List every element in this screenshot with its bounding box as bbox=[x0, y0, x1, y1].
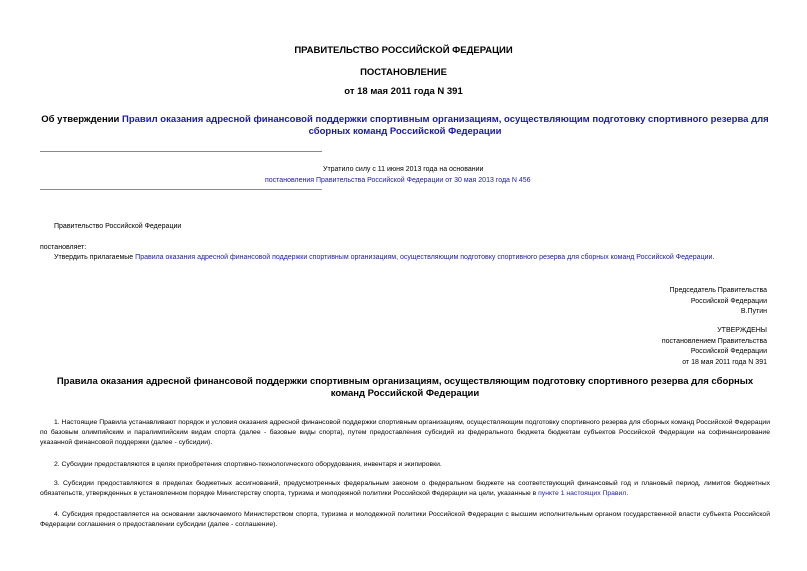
paragraph-2-text: 2. Субсидии предоставляются в целях приобретения спортивно-технологического оборудования, инвентаря и экипировки. bbox=[54, 461, 442, 468]
signature-block bbox=[670, 286, 767, 318]
approved-by: постановлением Правительства bbox=[661, 337, 767, 345]
decrees-line: постановляет: bbox=[40, 244, 87, 251]
approve-prefix: Утвердить прилагаемые bbox=[54, 254, 136, 261]
paragraph-3-end: . bbox=[626, 490, 629, 497]
rules-title: Правила оказания адресной финансовой поддержки спортивным организациям, осуществляющим подготовку спортивного резерва для сборных команд Российской Федерации bbox=[56, 376, 754, 399]
status-decree-link-line bbox=[265, 176, 531, 186]
approved-date: от 18 мая 2011 года N 391 bbox=[682, 358, 767, 366]
rules-paragraph-3 bbox=[40, 479, 770, 499]
approve-rules-link[interactable]: Правила оказания адресной финансовой поддержки спортивным организациям, осуществляющим подготовку спортивного резерва для сборных команд Российской Федерации bbox=[135, 254, 713, 261]
title-prefix: Об утверждении bbox=[41, 114, 123, 125]
divider-bottom bbox=[40, 189, 322, 190]
signature-country: Российской Федерации bbox=[690, 297, 767, 305]
approved-label: УТВЕРЖДЕНЫ bbox=[717, 327, 767, 334]
signature-title: Председатель Правительства bbox=[669, 287, 767, 294]
status-text: Утратило силу с 11 июня 2013 года на основании bbox=[323, 166, 484, 173]
approved-block bbox=[662, 326, 767, 368]
approve-line bbox=[54, 253, 714, 263]
document-date-number: от 18 мая 2011 года N 391 bbox=[344, 86, 463, 97]
signature-name: В.Путин bbox=[740, 308, 767, 315]
government-line: Правительство Российской Федерации bbox=[54, 223, 182, 230]
approved-country: Российской Федерации bbox=[690, 348, 767, 355]
rules-paragraph-1 bbox=[40, 418, 770, 448]
divider-top bbox=[40, 151, 322, 152]
paragraph-1-text: 1. Настоящие Правила устанавливают порядок и условия оказания адресной финансовой поддержки спортивным организациям, осуществляющим подготовку спортивного резерва для сборных команд Российской Федерации по базовым олимпийским и паралимпийским видам спорта (далее - базовые виды спорта), путем предоставления субсидий из федерального бюджета бюджетам субъектов Российской Федерации на софинансирование указанной финансовой поддержки (далее - субсидии). bbox=[40, 419, 770, 446]
rules-paragraph-4 bbox=[40, 510, 770, 530]
paragraph-4-text: 4. Субсидия предоставляется на основании заключаемого Министерством спорта, туризма и молодежной политики Российской Федерации с высшим исполнительным органом государственной власти субъекта Российской Федерации соглашения о предоставлении субсидии (далее - соглашение). bbox=[40, 511, 770, 528]
paragraph-3-text: 3. Субсидии предоставляются в пределах бюджетных ассигнований, предусмотренных федеральным законом о федеральном бюджете на соответствующий финансовый год и плановый период, лимитов бюджетных обязательств, утвержденных в установленном порядке Министерству спорта, туризма и молодежной политики Российской Федерации на цели, указанные в bbox=[40, 480, 770, 497]
document-type-heading: ПОСТАНОВЛЕНИЕ bbox=[360, 67, 447, 78]
rules-point-1-link[interactable]: пункте 1 настоящих Правил bbox=[538, 490, 627, 497]
approve-suffix: . bbox=[712, 254, 715, 261]
document-title bbox=[40, 114, 770, 138]
repealing-decree-link[interactable]: постановления Правительства Российской Федерации от 30 мая 2013 года N 456 bbox=[265, 177, 531, 184]
title-rules-link[interactable]: Правил оказания адресной финансовой поддержки спортивным организациям, осуществляющим подготовку спортивного резерва для сборных команд Российской Федерации bbox=[122, 114, 769, 137]
rules-paragraph-2 bbox=[40, 460, 770, 470]
government-heading: ПРАВИТЕЛЬСТВО РОССИЙСКОЙ ФЕДЕРАЦИИ bbox=[294, 45, 513, 56]
